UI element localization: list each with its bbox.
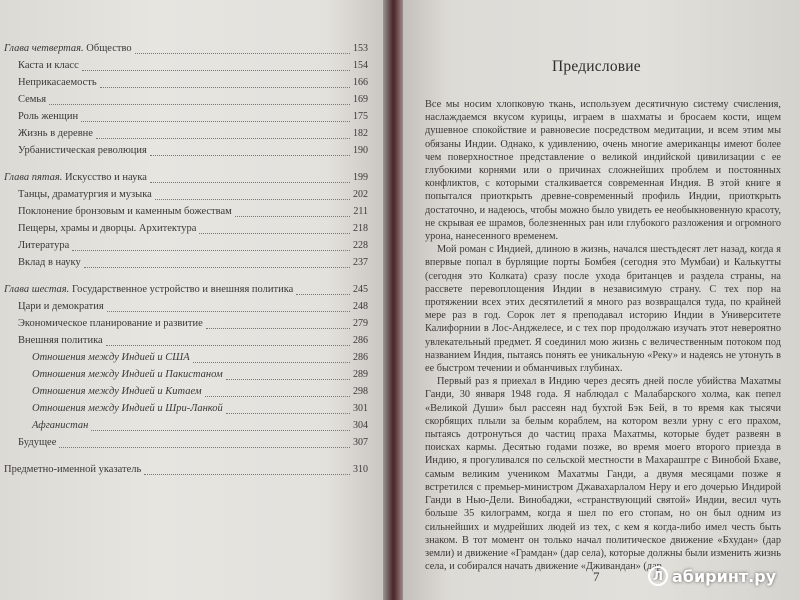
entry-text: Предметно-именной указатель — [4, 464, 142, 475]
table-of-contents — [0, 40, 372, 478]
dot-leader — [91, 417, 350, 431]
toc-entry-label — [18, 332, 103, 349]
toc-entry — [0, 108, 372, 125]
toc-page-number: 175 — [353, 111, 368, 122]
toc-entry-label — [18, 254, 81, 271]
entry-text: Литература — [18, 240, 70, 251]
dot-leader — [150, 142, 350, 156]
chapter-number: Глава шестая. — [4, 284, 70, 295]
toc-entry — [0, 91, 372, 108]
dot-leader — [144, 461, 350, 475]
dot-leader — [81, 108, 350, 122]
dot-leader — [235, 203, 350, 217]
toc-entry-label — [32, 400, 223, 417]
entry-text: Экономическое планирование и развитие — [18, 318, 203, 329]
entry-text: Урбанистическая революция — [18, 145, 147, 156]
toc-entry — [0, 254, 372, 271]
toc-entry-label — [18, 142, 147, 159]
labirint-logo-icon: Л — [648, 566, 668, 586]
toc-entry-label — [18, 434, 56, 451]
page-number: 7 — [593, 569, 600, 584]
toc-chapter — [0, 40, 372, 57]
toc-entry-label — [32, 366, 223, 383]
toc-entry-label — [32, 349, 190, 366]
toc-page-number: 286 — [353, 335, 368, 346]
toc-chapter — [0, 461, 372, 478]
dot-leader — [106, 332, 350, 346]
toc-entry — [0, 349, 372, 366]
toc-entry — [0, 332, 372, 349]
toc-entry-label — [32, 417, 88, 434]
toc-page-number: 218 — [353, 223, 368, 234]
entry-text: Отношения между Индией и Шри-Ланкой — [32, 403, 223, 414]
toc-entry — [0, 186, 372, 203]
book-gutter — [383, 0, 405, 600]
dot-leader — [49, 91, 350, 105]
chapter-number: Глава пятая. — [4, 172, 63, 183]
toc-entry-label — [4, 40, 132, 57]
toc-page-number: 307 — [353, 437, 368, 448]
toc-entry — [0, 366, 372, 383]
dot-leader — [150, 169, 350, 183]
toc-page-number: 248 — [353, 301, 368, 312]
toc-entry — [0, 74, 372, 91]
dot-leader — [206, 315, 350, 329]
entry-text: Неприкасаемость — [18, 77, 97, 88]
toc-gap — [0, 159, 372, 169]
dot-leader — [226, 366, 350, 380]
toc-entry-label — [18, 220, 196, 237]
toc-entry-label — [18, 125, 93, 142]
preface-paragraph: Мой роман с Индией, длиною в жизнь, начался шестьдесят лет назад, когда я впервые попал в бурлящие порты Бомбея (сегодня это Мумбаи) и Калькутты (сегодня это Колката) сразу после ухода британцев и раздела страны, на рассвете перевоплощения Индии в независимую страну. С тех пор на протяжении всех этих десятилетий я много раз возвращался туда, по крайней мере раз в год. Сорок лет я преподавал историю Индии в Университете Калифорнии в Лос-Анджелесе, и с тех пор продолжаю изучать этот невероятно увлекательный предмет. Я соединил мою жизнь с величественным потоком под названием Индия, пытаясь понять ее уникальную «Реку» и надеясь не утонуть в ее быстром течении и обманчивых глубинах. — [425, 244, 781, 375]
dot-leader — [199, 220, 350, 234]
entry-text: Государственное устройство и внешняя политика — [69, 284, 294, 295]
entry-text: Внешняя политика — [18, 335, 103, 346]
dot-leader — [72, 237, 350, 251]
watermark-text: абиринт.ру — [672, 566, 777, 586]
toc-page-number: 199 — [353, 172, 368, 183]
toc-page-number: 245 — [353, 284, 368, 295]
toc-entry-label — [4, 281, 293, 298]
toc-page-number: 279 — [353, 318, 368, 329]
dot-leader — [84, 254, 350, 268]
dot-leader — [82, 57, 350, 71]
toc-entry-label — [18, 315, 203, 332]
toc-entry-label — [18, 57, 79, 74]
toc-page-number: 304 — [353, 420, 368, 431]
dot-leader — [59, 434, 350, 448]
toc-entry-label — [4, 169, 147, 186]
toc-entry — [0, 237, 372, 254]
entry-text: Будущее — [18, 437, 57, 448]
entry-text: Роль женщин — [18, 111, 79, 122]
entry-text: Жизнь в деревне — [18, 128, 93, 139]
entry-text: Семья — [18, 94, 47, 105]
toc-gap — [0, 271, 372, 281]
left-page — [0, 0, 385, 600]
toc-page-number: 169 — [353, 94, 368, 105]
dot-leader — [135, 40, 350, 54]
toc-entry — [0, 315, 372, 332]
dot-leader — [155, 186, 350, 200]
toc-page-number: 228 — [353, 240, 368, 251]
entry-text: Афганистан — [32, 420, 89, 431]
labirint-watermark — [648, 566, 776, 586]
toc-page-number: 202 — [353, 189, 368, 200]
entry-text: Танцы, драматургия и музыка — [18, 189, 152, 200]
toc-entry-label — [18, 108, 78, 125]
toc-entry-label — [18, 203, 232, 220]
dot-leader — [226, 400, 350, 414]
toc-entry-label — [18, 91, 46, 108]
toc-page-number: 289 — [353, 369, 368, 380]
preface-title: Предисловие — [552, 58, 641, 75]
toc-entry — [0, 203, 372, 220]
entry-text: Цари и демократия — [18, 301, 104, 312]
dot-leader — [205, 383, 350, 397]
preface-paragraph: Первый раз я приехал в Индию через десять дней после убийства Махатмы Ганди, 30 января 1948 года. Я наблюдал с Малабарского холма, как пепел «Великой Души» был рассеян над бухтой Бэк Бей, в то время как тысячи скорбящих плыли за белым кораблем, на котором везли урну с его прахом, пытаясь дотронуться до частиц праха Махатмы, которые будет развеян в поисках кармы. Десятью годами позже, во время моего второго приезда в Индию, я прогуливался по сельской местности в Махараштре с Винобой Бхаве, самым великим учеником Махатмы Ганди, а двумя месяцами позже я встретился с премьер-министром Джавахарлалом Неру и его дочерью Индирой Ганди в Нью-Дели. Винобаджи, «странствующий святой» Индии, весил чуть больше 35 килограмм, когда я шел по его стопам, но он был одним из сильнейших и мудрейших людей из тех, с кем я когда-либо имел честь быть знаком. В тот момент он только начал политическое движение «Бхудан» (дар земли) и движение «Грамдан» (дар села), которые должны были изменить жизнь села, и собирался начать движение «Дживандан» (дар — [425, 376, 781, 573]
toc-entry-label — [18, 186, 152, 203]
toc-page-number: 286 — [353, 352, 368, 363]
entry-text: Отношения между Индией и Китаем — [32, 386, 202, 397]
entry-text: Пещеры, храмы и дворцы. Архитектура — [18, 223, 197, 234]
entry-text: Общество — [83, 43, 132, 54]
dot-leader — [193, 349, 350, 363]
toc-entry — [0, 298, 372, 315]
toc-entry — [0, 125, 372, 142]
preface-paragraph: Все мы носим хлопковую ткань, используем десятичную систему счисления, наслаждаемся вкусом курицы, играем в шахматы и бросаем кости, ищем душевное спокойствие и равновесие посредством медитации, и всем этим мы обязаны Индии. Однако, к удивлению, очень многие американцы имеют более чем поверхностное представление о великой индийской цивилизации с ее глубокими корнями или о причинах сложнейших проблем и постоянных конфликтов, с которыми сталкивается современная Индия. В этой книге я попытался приоткрыть древне-современный профиль Индии, приоткрыть достаточно, и надеюсь, чтобы можно было увидеть ее необыкновенную красоту, не скрывая ее шрамов, болезненных ран или глубокого разложения и огромного урона, нанесенного временем. — [425, 99, 781, 243]
toc-page-number: 154 — [353, 60, 368, 71]
dot-leader — [107, 298, 350, 312]
toc-chapter — [0, 169, 372, 186]
toc-entry-label — [4, 461, 141, 478]
dot-leader — [100, 74, 350, 88]
toc-page-number: 298 — [353, 386, 368, 397]
toc-entry-label — [18, 298, 104, 315]
toc-chapter — [0, 281, 372, 298]
toc-page-number: 237 — [353, 257, 368, 268]
toc-entry — [0, 434, 372, 451]
toc-entry — [0, 142, 372, 159]
toc-page-number: 182 — [353, 128, 368, 139]
entry-text: Отношения между Индией и США — [32, 352, 190, 363]
toc-entry-label — [18, 74, 97, 91]
toc-gap — [0, 451, 372, 461]
toc-page-number: 190 — [353, 145, 368, 156]
toc-entry-label — [18, 237, 69, 254]
toc-entry-label — [32, 383, 202, 400]
toc-page-number: 166 — [353, 77, 368, 88]
toc-entry — [0, 383, 372, 400]
toc-page-number: 310 — [353, 464, 368, 475]
chapter-number: Глава четвертая. — [4, 43, 84, 54]
toc-entry — [0, 220, 372, 237]
toc-page-number: 153 — [353, 43, 368, 54]
entry-text: Вклад в науку — [18, 257, 81, 268]
toc-page-number: 211 — [353, 206, 368, 217]
toc-entry — [0, 57, 372, 74]
entry-text: Отношения между Индией и Пакистаном — [32, 369, 223, 380]
dot-leader — [96, 125, 350, 139]
toc-page-number: 301 — [353, 403, 368, 414]
toc-entry — [0, 417, 372, 434]
dot-leader — [296, 281, 350, 295]
entry-text: Каста и класс — [18, 60, 79, 71]
toc-entry — [0, 400, 372, 417]
entry-text: Поклонение бронзовым и каменным божествам — [18, 206, 232, 217]
preface-body — [425, 98, 781, 573]
entry-text: Искусство и наука — [62, 172, 147, 183]
